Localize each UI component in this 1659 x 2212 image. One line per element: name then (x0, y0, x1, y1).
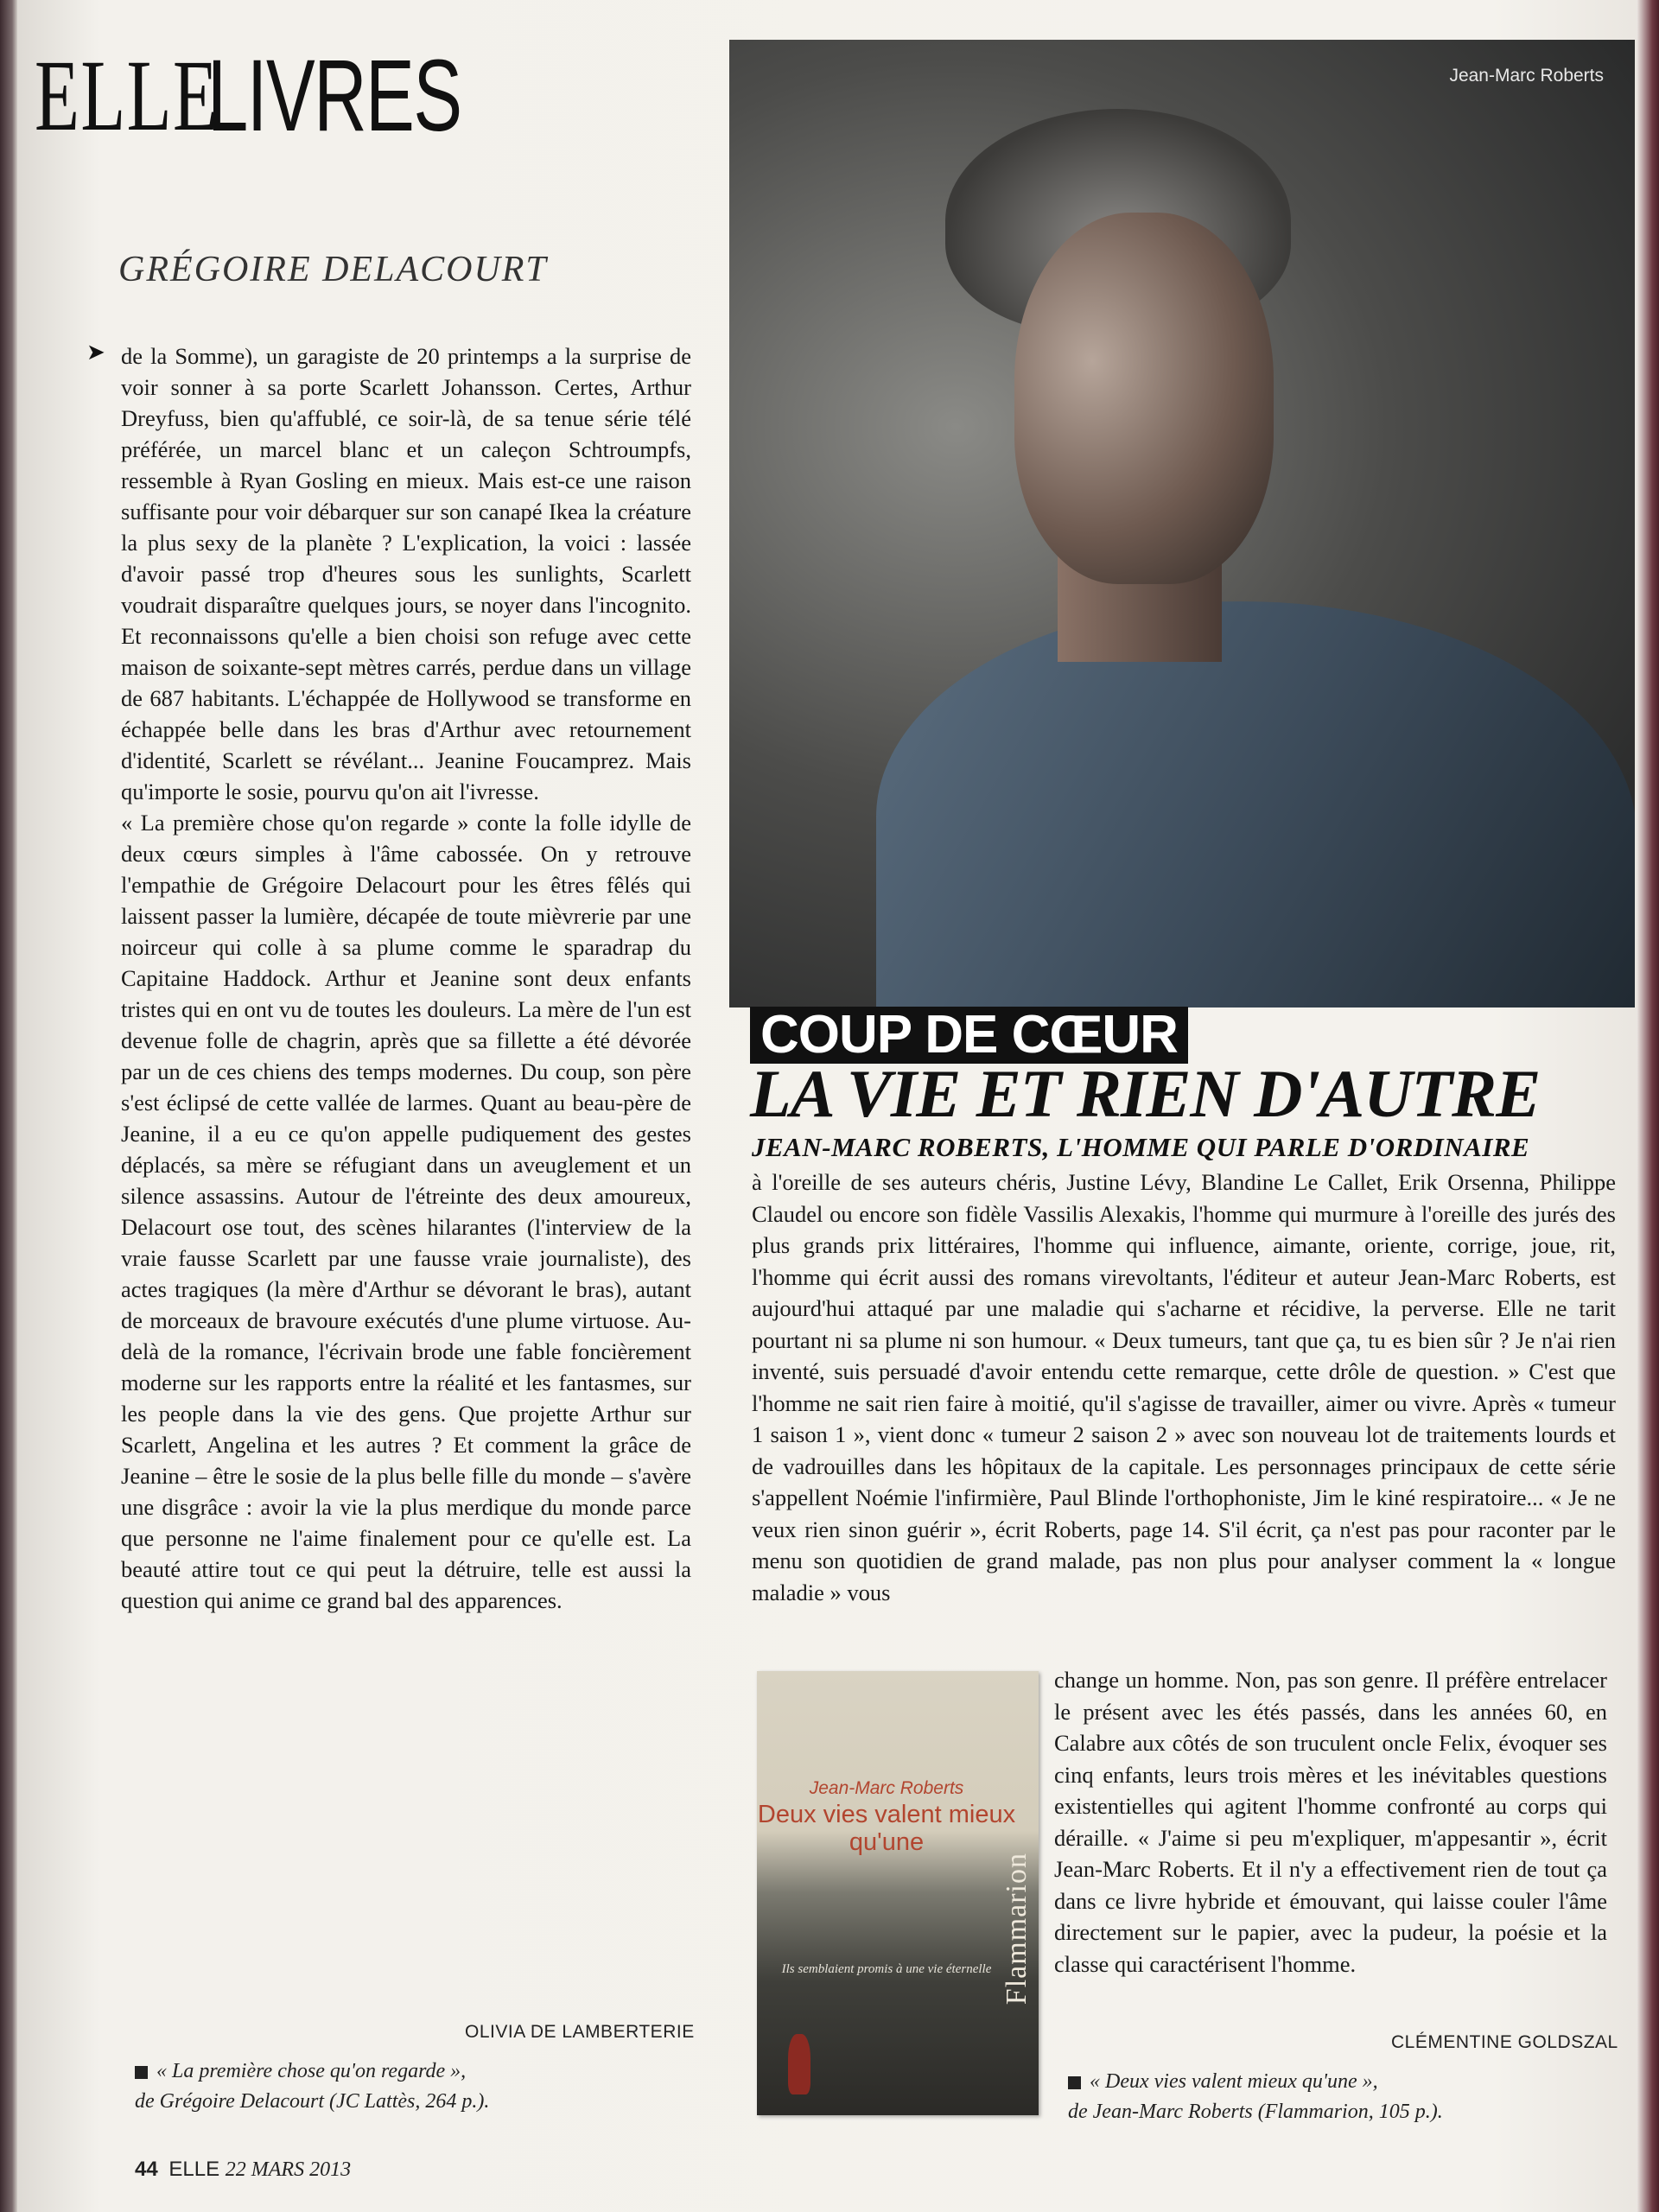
book-title: Deux vies valent mieux qu'une (757, 1801, 1016, 1856)
book-publisher: Flammarion (1001, 1853, 1033, 2005)
section-title: LIVRES (207, 39, 461, 153)
right-paragraph: à l'oreille de ses auteurs chéris, Justine Lévy, Blandine Le Callet, Erik Orsenna, Philippe Claudel ou encore son fidèle Vassilis Alexakis, l'homme qui murmure à l'oreille des jurés des plus grands prix littéraires, l'homme qui influence, aimante, oriente, corrige, joue, rit, l'homme qui écrit aussi des romans virevoltants, l'éditeur et auteur Jean-Marc Roberts, est aujourd'hui attaqué par une maladie qui s'acharne et récidive, la perverse. Elle ne tarit pourtant ni sa plume ni son humour. « Deux tumeurs, tant que ça, tu es bien sûr ? Je n'ai rien inventé, suis persuadé d'avoir entendu cette remarque, cette drôle de question. » C'est que l'homme ne sait rien faire à moitié, qu'il s'agisse de travailler, aimer ou vivre. Après « tumeur 1 saison 1 », vient donc « tumeur 2 saison 2 » avec son nouveau lot de traitements lourds et de vadrouilles dans les hôpitaux de la capitale. Les personnages principaux de cette série s'appellent Noémie l'infirmière, Paul Blinde l'orthophoniste, Jim le kiné respiratoire... « Je ne veux rien sinon guérir », écrit Roberts, page 14. S'il écrit, ça n'est pas pour raconter par le menu son quotidien de grand malade, pas non plus pour analyser comment la « longue maladie » vous (752, 1169, 1616, 1605)
kicker-label: COUP DE CŒUR (750, 1007, 1188, 1064)
page-number: 44 (135, 2158, 158, 2181)
brand-logo: ELLE (35, 39, 219, 152)
book-cover-image (757, 1671, 1039, 2115)
left-paragraph: « La première chose qu'on regarde » conte la folle idylle de deux cœurs simples à l'âme cabossée. On y retrouve l'empathie de Grégoire Delacourt pour les êtres fêlés qui laissent passer la lumière, décapée de toute mièvrerie par une noirceur qui colle à sa plume comme le sparadrap du Capitaine Haddock. Arthur et Jeanine sont deux enfants tristes qui en ont vu de toutes les douleurs. La mère de l'un est devenue folle de chagrin, après que sa fillette a été dévorée par un de ces chiens des temps modernes. Du coup, son père s'est éclipsé de cette vallée de larmes. Quant au beau-père de Jeanine, il a eu ce qu'on appelle pudiquement des gestes déplacés, sa mère se réfugiant dans un aveuglement et un silence assassins. Autour de l'étreinte des deux amoureux, Delacourt ose tout, des scènes hilarantes (l'interview de la vraie fausse Scarlett par une fausse vraie journaliste), des actes tragiques (la mère d'Arthur se dévorant le bras), autant de morceaux de bravoure exécutés d'une plume virtuose. Au-delà de la romance, l'écrivain brode une fable foncièrement moderne sur les rapports entre la réalité et les fantasmes, sur les people dans la vie des gens. Que projette Arthur sur Scarlett, Angelina et les autres ? Et comment la grâce de Jeanine – être le sosie de la plus belle fille du monde – s'avère une disgrâce : avoir la vie la plus merdique du monde parce que personne ne l'aime finalement pour ce qu'elle est. La beauté attire tout ce qui peut la détruire, telle est aussi la question qui anime ce grand bal des apparences. (121, 810, 691, 1613)
book-author: Jean-Marc Roberts (809, 1778, 964, 1798)
right-signature: CLÉMENTINE GOLDSZAL (1391, 2032, 1618, 2052)
page-edge (1637, 0, 1659, 2212)
arrow-icon: ➤ (86, 340, 105, 365)
photo-credit: Jean-Marc Roberts (1449, 66, 1604, 86)
square-bullet-icon (135, 2066, 148, 2079)
folio-magazine: ELLE (168, 2158, 220, 2181)
right-caption-credit: de Jean-Marc Roberts (Flammarion, 105 p.). (1068, 2101, 1443, 2123)
article-headline: LA VIE ET RIEN D'AUTRE (750, 1056, 1541, 1131)
right-caption-title: « Deux vies valent mieux qu'une », (1090, 2070, 1378, 2093)
square-bullet-icon (1068, 2076, 1081, 2089)
book-tagline: Ils semblaient promis à une vie éternelle (781, 1962, 992, 1976)
left-paragraph: de la Somme), un garagiste de 20 printemps a la surprise de voir sonner à sa porte Scarlett Johansson. Certes, Arthur Dreyfuss, bien qu'affublé, ce soir-là, de sa tenue série télé préférée, un marcel blanc et un caleçon Schtroumpfs, ressemble à Ryan Gosling en mieux. Mais est-ce une raison suffisante pour voir débarquer sur son canapé Ikea la créature la plus sexy de la planète ? L'explication, la voici : lassée d'avoir passé trop d'heures sous les sunlights, Scarlett voudrait disparaître quelques jours, se noyer dans l'incognito. Et reconnaissons qu'elle a bien choisi son refuge avec cette maison de soixante-sept mètres carrés, perdue dans un village de 687 habitants. L'échappée de Hollywood se transforme en échappée belle dans les bras d'Arthur avec retournement d'identité, Scarlett se révélant... Jeanine Foucamprez. Mais qu'importe le sosie, pourvu qu'on ait l'ivresse. (121, 343, 691, 804)
right-paragraph: change un homme. Non, pas son genre. Il préfère entrelacer le présent avec les étés passés, dans les années 60, en Calabre aux côtés de son truculent oncle Felix, évoquer ses cinq enfants, leurs trois mères et les inévitables questions existentielles qui agitent l'homme confronté au corps qui déraille. « J'aime si peu m'expliquer, m'appesantir », écrit Jean-Marc Roberts. Et il n'y a effectivement rien de tout ça dans ce livre hybride et émouvant, qui laisse couler l'âme directement sur le papier, avec la pudeur, la poésie et la classe qui caractérisent l'homme. (1054, 1667, 1607, 1977)
portrait-shirt (876, 601, 1635, 1007)
book-figure (788, 2034, 810, 2094)
left-article-body (121, 340, 691, 1616)
author-portrait-photo (729, 40, 1635, 1007)
left-author-heading: GRÉGOIRE DELACOURT (118, 250, 548, 289)
binding-edge (0, 0, 17, 2212)
left-signature: OLIVIA DE LAMBERTERIE (465, 2022, 695, 2042)
left-caption-title: « La première chose qu'on regarde », (156, 2060, 467, 2082)
masthead (35, 35, 560, 153)
article-subhead: JEAN-MARC ROBERTS, L'HOMME QUI PARLE D'ORDINAIRE (752, 1132, 1530, 1162)
right-article-body (752, 1166, 1616, 1608)
left-caption-credit: de Grégoire Delacourt (JC Lattès, 264 p.). (135, 2090, 490, 2113)
right-article-wrap (1054, 1664, 1607, 1980)
page-footer (135, 2158, 351, 2182)
portrait-face (1014, 213, 1274, 584)
folio-date: 22 MARS 2013 (225, 2158, 352, 2181)
right-caption (1068, 2067, 1621, 2127)
left-caption (135, 2056, 688, 2117)
